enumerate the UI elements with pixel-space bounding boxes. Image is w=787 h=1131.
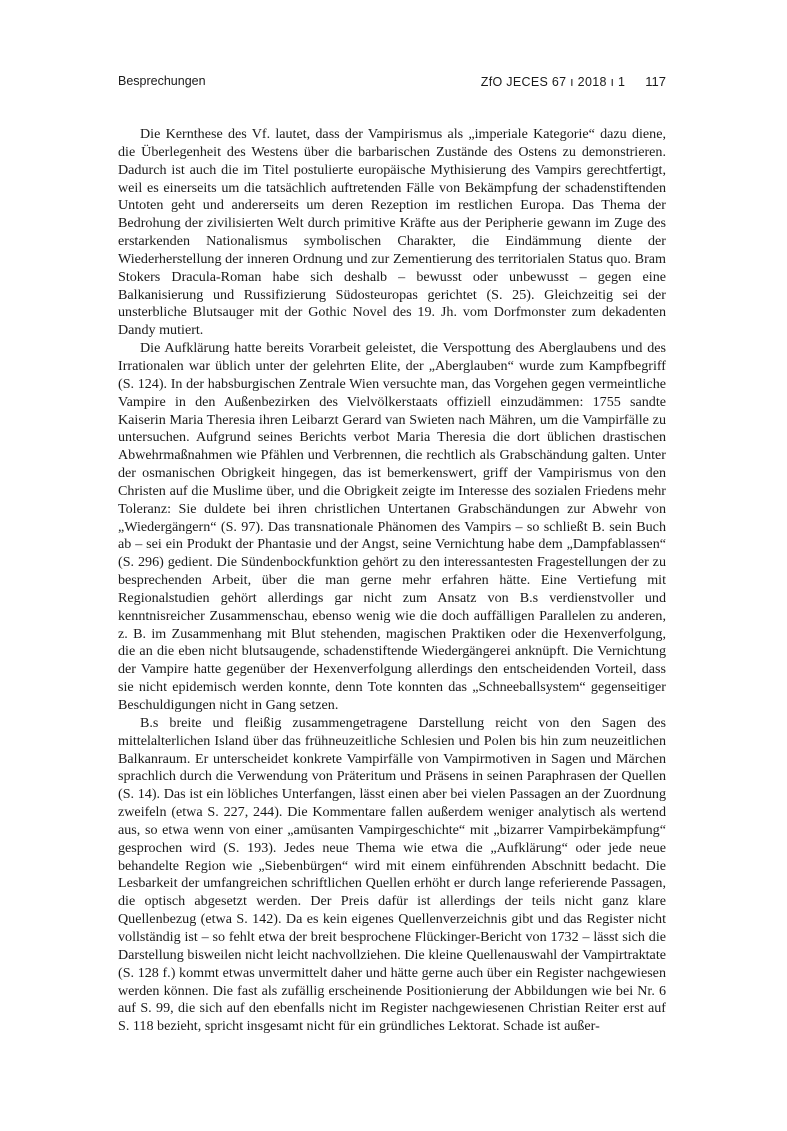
page-number: 117 [645, 74, 666, 89]
journal-citation: ZfO JECES 67 ı 2018 ı 1 [480, 75, 626, 89]
paragraph: Die Aufklärung hatte bereits Vorarbeit geleistet, die Verspottung des Aberglaubens und des Irrationalen war üblich unter der gelehrten Elite, der „Aberglauben“ wurde zum Kampfbegriff (S. 124). In der habsburgischen Zentrale Wien versuchte man, das Vorgehen gegen vermeintliche Vampire in den Außenbezirken des Vielvölkerstaats offiziell einzudämmen: 1755 sandte Kaiserin Maria Theresia ihren Leibarzt Gerard van Swieten nach Mähren, um die Vampirfälle zu untersuchen. Aufgrund seines Berichts verbot Maria Theresia die dort üblichen drastischen Abwehrmaßnahmen wie Pfählen und Verbrennen, die rechtlich als Grabschändung galten. Unter der osmanischen Obrigkeit hingegen, das ist bemerkenswert, griff der Vampirismus von den Christen auf die Muslime über, und die Obrigkeit zeigte im Interesse des sozialen Friedens mehr Toleranz: Sie duldete bei ihren christlichen Untertanen Grabschändungen zur Abwehr von „Wiedergängern“ (S. 97). Das transnationale Phänomen des Vampirs – so schließt B. sein Buch ab – sei ein Produkt der Phantasie und der Angst, seine Vernichtung habe dem „Dampfablassen“ (S. 296) gedient. Die Sündenbockfunktion gehört zu den interessantesten Fragestellungen der zu besprechenden Arbeit, über die man gerne mehr erfahren hätte. Eine Vertiefung mit Regionalstudien gehört allerdings gar nicht zum Ansatz von B.s verdienstvoller und kenntnisreicher Zusammenschau, ebenso wenig wie die doch auffälligen Parallelen zu anderen, z. B. im Zusammenhang mit Blut stehenden, magischen Praktiken oder die Hexenverfolgung, die an die eben nicht blutsaugende, schadenstiftende Wiedergängerei anknüpft. Die Vernichtung der Vampire hatte gegenüber der Hexenverfolgung allerdings den entscheidenden Vorteil, dass sie nicht epidemisch werden konnte, denn Tote konnten das „Schneeballsystem“ gegenseitiger Beschuldigungen nicht in Gang setzen. [118, 340, 666, 713]
paragraph: Die Kernthese des Vf. lautet, dass der Vampirismus als „imperiale Kategorie“ dazu diene, die Überlegenheit des Westens über die barbarischen Zustände des Ostens zu demonstrieren. Dadurch ist auch die im Titel postulierte europäische Mythisierung des Vampirs gerechtfertigt, weil es einerseits um die tatsächlich auftretenden Fälle von Bekämpfung der schadenstiftenden Untoten geht und andererseits um deren Rezeption im restlichen Europa. Das Thema der Bedrohung der zivilisierten Welt durch primitive Kräfte aus der Peripherie gewann im Zuge des erstarkenden Nationalismus symbolischen Charakter, die Eindämmung diente der Wiederherstellung der inneren Ordnung und zur Zementierung des territorialen Status quo. Bram Stokers Dracula-Roman habe sich deshalb – bewusst oder unbewusst – gegen eine Balkanisierung und Russifizierung Südosteuropas gerichtet (S. 25). Gleichzeitig sei der unsterbliche Blutsauger mit der Gothic Novel des 19. Jh. vom Dorfmonster zum dekadenten Dandy mutiert. [118, 126, 666, 339]
journal-info [481, 74, 666, 89]
article-body [118, 126, 666, 1036]
running-header [118, 74, 666, 92]
section-title: Besprechungen [118, 74, 206, 88]
paragraph: B.s breite und fleißig zusammengetragene Darstellung reicht von den Sagen des mittelalterlichen Island über das frühneuzeitliche Schlesien und Polen bis hin zum neuzeitlichen Balkanraum. Er unterscheidet konkrete Vampirfälle von Vampirmotiven in Sagen und Märchen sprachlich durch die Verwendung von Präteritum und Präsens in seinen Paraphrasen der Quellen (S. 14). Das ist ein löbliches Unterfangen, lässt einen aber bei vielen Passagen an der Zuordnung zweifeln (etwa S. 227, 244). Die Kommentare fallen außerdem weniger analytisch als wertend aus, so etwa wenn von einer „amüsanten Vampirgeschichte“ mit „bizarrer Vampirbekämpfung“ gesprochen wird (S. 193). Jedes neue Thema wie etwa die „Aufklärung“ oder jede neue behandelte Region wie „Siebenbürgen“ wird mit einem einführenden Abschnitt bedacht. Die Lesbarkeit der umfangreichen schriftlichen Quellen erhöht er durch lange referierende Passagen, die optisch abgesetzt werden. Der Preis dafür ist allerdings der teils nicht ganz klare Quellenbezug (etwa S. 142). Da es kein eigenes Quellenverzeichnis gibt und das Register nicht vollständig ist – so fehlt etwa der breit besprochene Flückinger-Bericht von 1732 – lässt sich die Darstellung bisweilen nicht leicht nachvollziehen. Die kleine Quellenauswahl der Vampirtraktate (S. 128 f.) kommt etwas unvermittelt daher und hätte gerne auch über ein Register nachgewiesen werden können. Die fast als zufällig erscheinende Positionierung der Abbildungen wie bei Nr. 6 auf S. 99, die sich auf den ebenfalls nicht im Register nachgewiesenen Christian Reiter erst auf S. 118 bezieht, spricht insgesamt nicht für ein gründliches Lektorat. Schade ist außer- [118, 714, 666, 1035]
